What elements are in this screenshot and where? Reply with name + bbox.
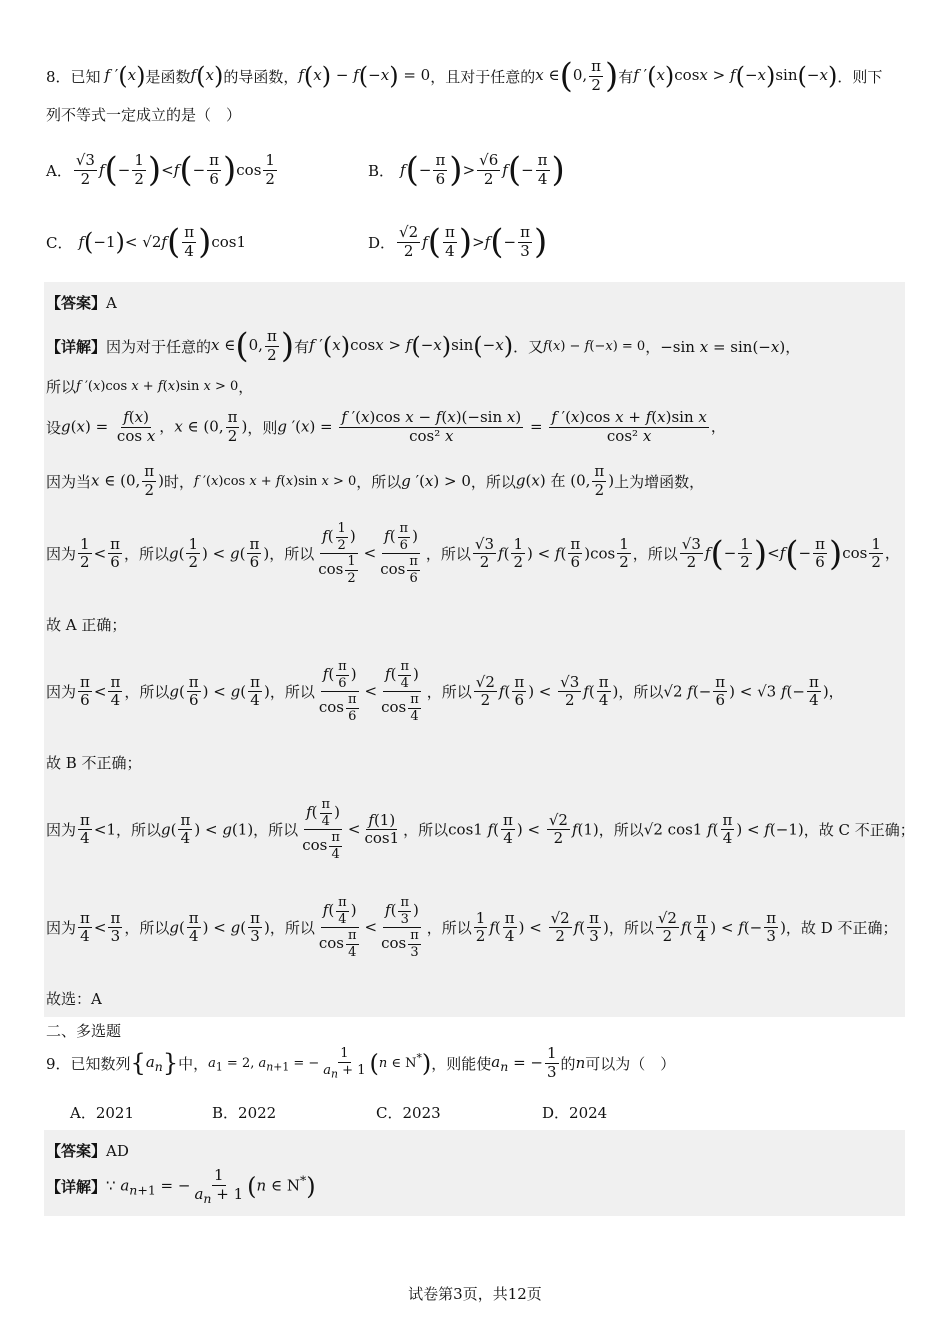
option-label: A．	[46, 161, 72, 180]
option-label: B．	[368, 161, 395, 180]
text: ，所以	[403, 821, 449, 840]
text: ，故 D 不正确；	[785, 919, 898, 938]
answer-label: 【答案】	[46, 1142, 107, 1160]
text: ，所以	[470, 472, 516, 491]
text: ，所以	[598, 821, 644, 840]
text: 有	[294, 337, 310, 356]
option-label: D．	[368, 233, 396, 252]
detail-line-1: 【详解】 因为对于任意的 x ∈(0, $\frac{\pi}{2}$ ) 有 f ′(x)cosx > f(−x)sin(−x) ．又 f(x) − f(−x) = 0 ， −sin x = sin(−x)，	[46, 326, 801, 366]
detail-label: 【详解】	[46, 1177, 107, 1196]
text: 有	[618, 67, 634, 86]
text: ，且对于任意的	[430, 67, 536, 86]
text: ，所以	[426, 683, 472, 702]
q8-stem-line2: 列不等式一定成立的是（ ）	[46, 106, 242, 124]
answer9-detail: 【详解】 ∵ $a_{n+1}$ = − $\frac{1}{a_n + 1}$ (n ∈ N*)	[46, 1166, 316, 1206]
text: ，则能使	[431, 1054, 492, 1073]
text: 上为增函数，	[614, 472, 705, 491]
q9-option-d: D．2024	[542, 1104, 608, 1122]
text: ，所以	[124, 683, 170, 702]
text: 设	[46, 418, 62, 437]
text: 因为	[46, 683, 77, 702]
text: ，所以	[124, 545, 170, 564]
answer9-line	[46, 1140, 129, 1161]
text: ，所以	[425, 545, 471, 564]
text: ．又	[513, 337, 544, 356]
text: ，所以	[253, 821, 299, 840]
q8-option-c: C． f ( −1 ) < √2 f ( $\frac{\pi}{4}$ ) cos1	[46, 222, 247, 262]
q9-option-b: B．2022	[212, 1104, 277, 1122]
text: ，所以	[269, 919, 315, 938]
derivation-b: 因为 $\frac{\pi}{6}$ < $\frac{\pi}{4}$ ，所以 g( $\frac{\pi}{6}$ ) < g( $\frac{\pi}{4}$ ) ，所以 f( $\frac{\pi}{6}$ ) cos $\frac{\pi}{6}$ < f( $\frac{\pi}{4}$ ) cos $\frac{\pi}{4}$ ，所以 $\frac{√2}{2}$ f( $\frac{\pi}{6}$ ) < $\frac{√3}{2}$ f( $\frac{\pi}{4}$ ) ，所以 √2 f(− $\frac{\pi}{6}$ ) < √3 f(− $\frac{\pi}{4}$ )，	[46, 659, 844, 724]
conclusion-b: 故 B 不正确；	[46, 754, 142, 772]
derivation-c: 因为 $\frac{\pi}{4}$ <1 ，所以 g( $\frac{\pi}{4}$ ) < g(1) ，所以 f( $\frac{\pi}{4}$ ) cos $\frac{\pi}{4}$ < $\frac{f(1)}{\cos 1}$ ，所以 cos1 f( $\frac{\pi}{4}$ ) < $\frac{√2}{2}$ f(1) ，所以 √2 cos1 f( $\frac{\pi}{4}$ ) < f(−1) ，故 C 不正确；	[46, 797, 915, 862]
text: 中，	[178, 1054, 209, 1073]
text: ，所以	[632, 545, 678, 564]
q8-number: 8．已知	[46, 67, 101, 86]
text: ，则	[247, 418, 278, 437]
q8-option-d: D． $\frac{√2}{2}$ f ( $\frac{\pi}{4}$ ) > f ( − $\frac{\pi}{3}$ )	[368, 222, 548, 262]
answer-value: A	[106, 293, 117, 312]
q8-option-b: B． f ( − $\frac{\pi}{6}$ ) > $\frac{√6}{2}$ f ( − $\frac{\pi}{4}$ )	[368, 150, 565, 190]
text: ，所以	[269, 545, 315, 564]
text: ，所以	[124, 919, 170, 938]
section-title: 二、多选题	[46, 1022, 122, 1040]
text: ，故 C 不正确；	[803, 821, 915, 840]
answer-value: AD	[106, 1141, 129, 1160]
text: ，所以	[426, 919, 472, 938]
text: 因为对于任意的	[106, 337, 212, 356]
q9-option-c: C．2023	[376, 1104, 441, 1122]
text: 所以	[46, 378, 77, 396]
q9-number: 9．已知数列	[46, 1054, 131, 1073]
answer-label: 【答案】	[46, 294, 107, 312]
text: 是函数	[145, 67, 191, 86]
text: 的导函数，	[223, 67, 299, 86]
text: 时，	[164, 472, 195, 491]
text: 可以为（ ）	[585, 1054, 676, 1073]
q8-stem-line1: 8．已知 f ′(x) 是函数 f(x) 的导函数， f(x) − f(−x) = 0 ，且对于任意的 x ∈(0, $\frac{\pi}{2}$ ) 有 f ′(x)cosx > f(−x)sin(−x) ．则下	[46, 56, 883, 96]
answer-line	[46, 292, 117, 313]
text: 因为	[46, 545, 77, 564]
detail-line-3: 设 g(x) = $\frac{f(x)}{\text{cos x}}$ ，x ∈ (0, $\frac{\pi}{2}$ ) ，则 g ′(x) = $\frac{\text{f ′(x)cos x − f(x)(−sin x)}}{\text{cos² x}}$ = $\frac{\text{f ′(x)cos x + f(x)sin x}}{\text{cos² x}}$ ，	[46, 408, 726, 445]
text: ，所以	[356, 472, 402, 491]
text: 因为	[46, 821, 77, 840]
q8-option-a: A． $\frac{√3}{2}$ f ( − $\frac{1}{2}$ ) < f ( − $\frac{\pi}{6}$ ) cos $\frac{1}{2}$	[46, 150, 275, 190]
text: 的	[560, 1054, 576, 1073]
option-label: C．	[46, 233, 73, 252]
text: 因为	[46, 919, 77, 938]
text: ，所以	[269, 683, 315, 702]
q9-option-a: A．2021	[70, 1104, 135, 1122]
text: ，所以	[618, 683, 664, 702]
q9-stem: 9．已知数列 $\{a_n\}$ 中， $a_1 = 2$, $a_{n+1}$ = − $\frac{1}{a_n + 1}$ (n ∈ N*) ，则能使 $a_n$ = − $\frac{1}{3}$ 的 n 可以为（ ）	[46, 1044, 676, 1081]
detail-label: 【详解】	[46, 337, 107, 356]
text: ，所以	[608, 919, 654, 938]
final-choice: 故选：A	[46, 990, 102, 1008]
derivation-d: 因为 $\frac{\pi}{4}$ < $\frac{\pi}{3}$ ，所以 g( $\frac{\pi}{4}$ ) < g( $\frac{\pi}{3}$ ) ，所以 f( $\frac{\pi}{4}$ ) cos $\frac{\pi}{4}$ < f( $\frac{\pi}{3}$ ) cos $\frac{\pi}{3}$ ，所以 $\frac{1}{2}$ f( $\frac{\pi}{4}$ ) < $\frac{√2}{2}$ f( $\frac{\pi}{3}$ ) ，所以 $\frac{√2}{2}$ f( $\frac{\pi}{4}$ ) < f(− $\frac{\pi}{3}$ ) ，故 D 不正确；	[46, 895, 898, 960]
derivation-a: 因为 $\frac{1}{2}$ < $\frac{\pi}{6}$ ，所以 g( $\frac{1}{2}$ ) < g( $\frac{\pi}{6}$ ) ，所以 f( $\frac{1}{2}$ ) cos $\frac{1}{2}$ < f( $\frac{\pi}{6}$ ) cos $\frac{\pi}{6}$ ，所以 $\frac{√3}{2}$ f( $\frac{1}{2}$ ) < f( $\frac{\pi}{6}$ )cos $\frac{1}{2}$ ，所以 $\frac{√3}{2}$ f(− $\frac{1}{2}$ )<f(− $\frac{\pi}{6}$ )cos $\frac{1}{2}$ ，	[46, 521, 900, 586]
conclusion-a: 故 A 正确；	[46, 616, 127, 634]
page-footer: 试卷第3页，共12页	[408, 1285, 542, 1303]
text: ，所以	[116, 821, 162, 840]
detail-line-2: 所以 f ′(x)cos x + f(x)sin x > 0 ，	[46, 378, 254, 396]
text: ．则下	[837, 67, 883, 86]
text: 因为当	[46, 472, 92, 491]
detail-line-4: 因为当 x ∈ (0, $\frac{\pi}{2}$ ) 时， f ′(x)cos x + f(x)sin x > 0 ，所以 g ′(x) > 0 ，所以 g(x) 在 (0, $\frac{\pi}{2}$ ) 上为增函数，	[46, 462, 705, 499]
